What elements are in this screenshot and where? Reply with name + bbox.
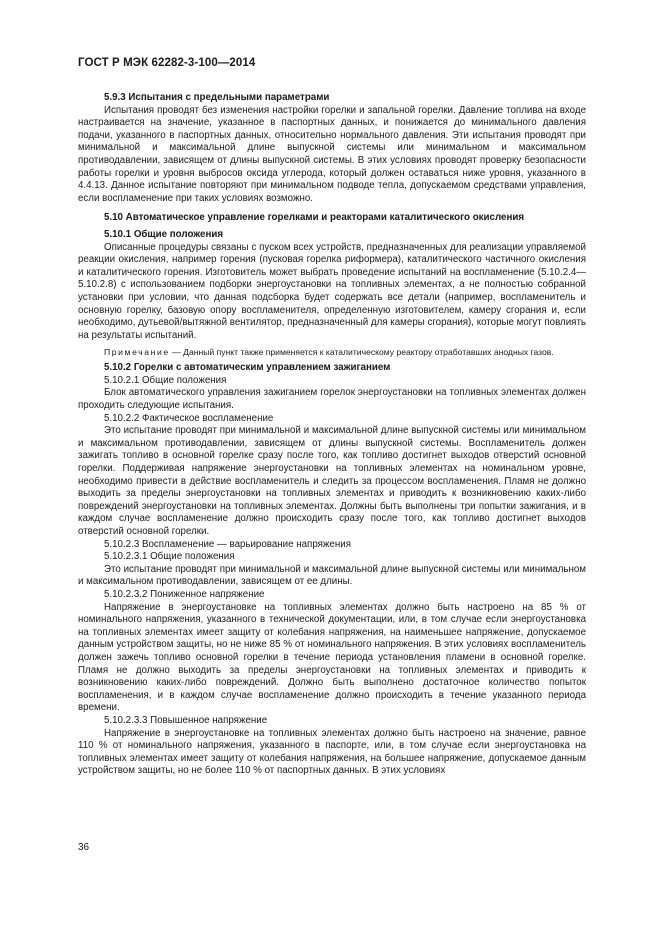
section-5-10-1-heading: 5.10.1 Общие положения: [104, 228, 224, 240]
section-5-10-2-3-2-heading: 5.10.2.3.2 Пониженное напряжение: [104, 588, 265, 600]
note-label: Примечание: [104, 347, 170, 358]
section-5-10-1-paragraph: Описанные процедуры связаны с пуском всех устройств, предназначенных для реализации управляемой реакции окисления, например горения (пусковая горелка риформера), каталитического частичного окисления и каталитического горения. Изготовитель может выбрать проведение испытаний на воспламенение (5.10.2.4—5.10.2.8) с использованием подборки энергоустановки на топливных элементах, а не полностью собранной установки при условии, что данная подсборка будет содержать все детали (например, воспламенитель и основную горелку, базовую опору воспламенителя, определенную изготовителем, камеру сгорания и, если необходимо, дутьевой/вытяжной вентилятор, предназначенный для камеры сгорания), которые могут повлиять на результаты испытаний.: [78, 241, 586, 341]
section-5-10-2-2-paragraph: Это испытание проводят при минимальной и максимальной длине выпускной системы или минимальном и максимальном противодавлении, зависящем от длины выпускной системы. Воспламенитель должен зажигать топливо в основной горелке сразу после того, как топливо достигнет выходов отверстий основной горелки. Поддерживая напряжение энергоустановки на топливных элементах на номинальном уровне, необходимо привести в действие воспламенитель и следить за процессом воспламенения. Пламя не должно выходить за пределы энергоустановки на топливных элементах и приводить к возникновению каких-либо повреждений энергоустановки на топливных элементах. Должны быть выполнены три попытки зажигания, и в каждом случае воспламенение должно происходить сразу после того, как топливо достигнет выходов отверстий основной горелки.: [78, 425, 586, 537]
section-5-10-2-3-3-heading: 5.10.2.3.3 Повышенное напряжение: [104, 714, 268, 726]
standard-header: ГОСТ Р МЭК 62282-3-100—2014: [78, 57, 256, 69]
section-5-10-2-heading: 5.10.2 Горелки с автоматическим управлением зажиганием: [104, 362, 391, 374]
section-5-10-2-2-heading: 5.10.2.2 Фактическое воспламенение: [104, 412, 274, 424]
section-5-10-2-1-heading: 5.10.2.1 Общие положения: [104, 374, 227, 386]
document-body: [78, 92, 586, 778]
section-5-10-heading: 5.10 Автоматическое управление горелками и реакторами каталитического окисления: [104, 212, 525, 224]
section-5-10-2-3-3-paragraph: Напряжение в энергоустановке на топливных элементах должно быть настроено на значение, равное 110 % от номинального напряжения, указанного в паспорте, или, в том случае если энергоустановка на топливных элементах имеет защиту от колебания напряжения, на большее напряжение, допускаемое данным устройством защиты, но не более 110 % от паспортных данных. В этих условиях: [78, 727, 586, 777]
section-5-10-2-3-heading: 5.10.2.3 Воспламенение — варьирование напряжения: [104, 538, 351, 550]
note: [78, 346, 586, 358]
section-5-9-3-heading: 5.9.3 Испытания с предельными параметрами: [104, 92, 330, 103]
section-5-10-2-1-paragraph: Блок автоматического управления зажиганием горелок энергоустановки на топливных элементах должен проходить следующие испытания.: [78, 387, 586, 412]
section-5-10-2-3-2-paragraph: Напряжение в энергоустановке на топливных элементах должно быть настроено на 85 % от номинального напряжения, указанного в технической документации, или, в том случае если энергоустановка на топливных элементах имеет защиту от колебания напряжения, на наименьшее напряжение, допускаемое данным устройством защиты, но не ниже 85 % от номинального напряжения. В этих условиях воспламенитель должен зажечь топливо основной горелки в течение периода установления пламени в основной горелке. Пламя не должно выходить за пределы энергоустановки на топливных элементах и приводить к возникновению каких-либо повреждений. Должно быть выполнено достаточное количество попыток воспламенения, и в каждом случае воспламенение должно происходить в течение указанного периода времени.: [78, 601, 586, 714]
section-5-9-3-paragraph: Испытания проводят без изменения настройки горелки и запальной горелки. Давление топлива на входе настраивается на значение, указанное в паспортных данных, и понижается до минимального давления подачи, указанного в паспортных данных, относительно нормального давления. Эти испытания проводят при минимальной и максимальной длине выпускной системы или минимальном и максимальном противодавлении, зависящем от длины выпускной системы. В этих условиях проводят проверку безопасности работы горелки и уровня выбросов оксида углерода, который должен оставаться ниже уровня, указанного в 4.4.13. Данное испытание повторяют при минимальном подводе тепла, допускаемом средствами управления, если воспламенение при таких условиях возможно.: [78, 104, 586, 204]
note-text: — Данный пункт также применяется к каталитическому реактору отработавших анодных газов.: [169, 347, 554, 358]
section-5-10-2-3-1-paragraph: Это испытание проводят при минимальной и максимальной длине выпускной системы или минимальном и максимальном противодавлении, зависящем от ее длины.: [78, 563, 586, 588]
page-number: 36: [78, 842, 90, 853]
section-5-10-2-3-1-heading: 5.10.2.3.1 Общие положения: [104, 551, 235, 563]
